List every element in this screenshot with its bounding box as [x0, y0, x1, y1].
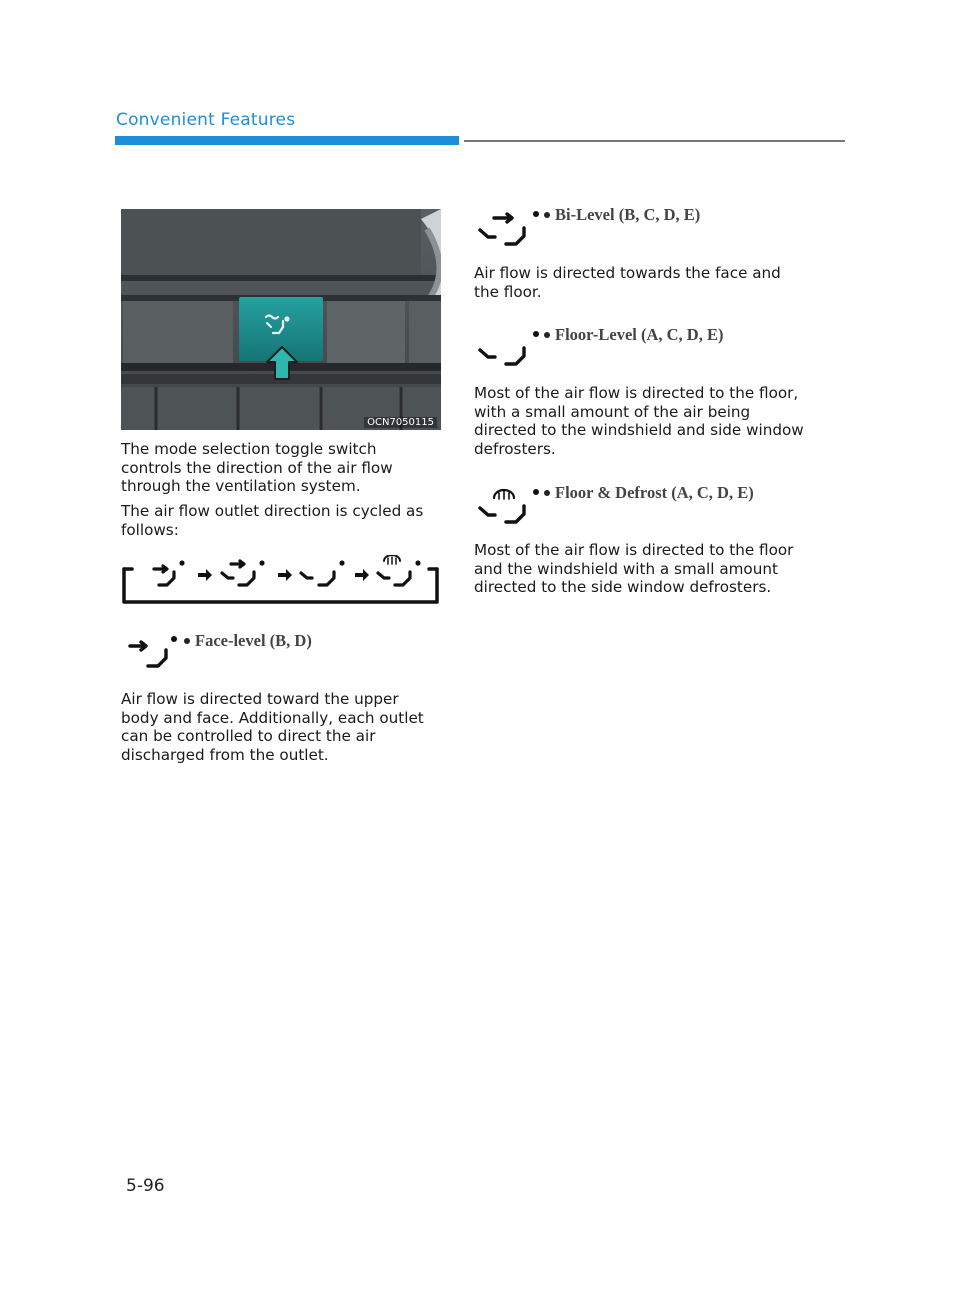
- floor-icon: [301, 560, 345, 585]
- floor-icon: [476, 328, 541, 370]
- bullet-dot: [544, 332, 550, 338]
- floor-defrost-icon: [378, 555, 421, 585]
- page-number: 5-96: [126, 1176, 165, 1196]
- face-vent-icon: [126, 634, 181, 676]
- arrow-right-icon: [198, 569, 212, 581]
- bi-level-icon: [476, 208, 541, 250]
- intro-paragraph: The mode selection toggle switch controls the direction of the air flow through the ventilation system.: [121, 440, 393, 495]
- arrow-right-icon: [355, 569, 369, 581]
- mode-title: Face-level (B, D): [184, 631, 312, 651]
- header-rule-accent: [115, 136, 459, 145]
- mode-bi-level: [476, 205, 701, 250]
- mode-face-level: [126, 631, 312, 676]
- mode-title: Floor & Defrost (A, C, D, E): [544, 483, 754, 503]
- mode-floor-defrost: [476, 483, 754, 528]
- bi-level-icon: [222, 560, 265, 585]
- mode-title: Floor-Level (A, C, D, E): [544, 325, 723, 345]
- mode-description: Air flow is directed toward the upper body and face. Additionally, each outlet can be controlled to direct the air discharged from the outlet.: [121, 690, 424, 764]
- mode-description: Air flow is directed towards the face and the floor.: [474, 264, 781, 301]
- control-panel-photo: [121, 209, 441, 430]
- mode-description: Most of the air flow is directed to the floor and the windshield with a small amount directed to the side window defrosters.: [474, 541, 794, 596]
- mode-floor-level: [476, 325, 724, 370]
- header-rule: [464, 140, 845, 142]
- bullet-dot: [184, 638, 190, 644]
- section-title: Convenient Features: [116, 110, 296, 130]
- bullet-dot: [544, 212, 550, 218]
- floor-defrost-icon: [476, 486, 541, 528]
- bullet-dot: [544, 490, 550, 496]
- mode-description: Most of the air flow is directed to the floor, with a small amount of the air being directed to the windshield and side window defrosters.: [474, 384, 804, 458]
- face-vent-icon: [154, 560, 185, 585]
- mode-title: Bi-Level (B, C, D, E): [544, 205, 700, 225]
- figure-code: OCN7050115: [364, 417, 437, 428]
- cycle-paragraph: The air flow outlet direction is cycled as follows:: [121, 502, 424, 539]
- arrow-right-icon: [278, 569, 292, 581]
- mode-cycle-diagram: [121, 555, 441, 605]
